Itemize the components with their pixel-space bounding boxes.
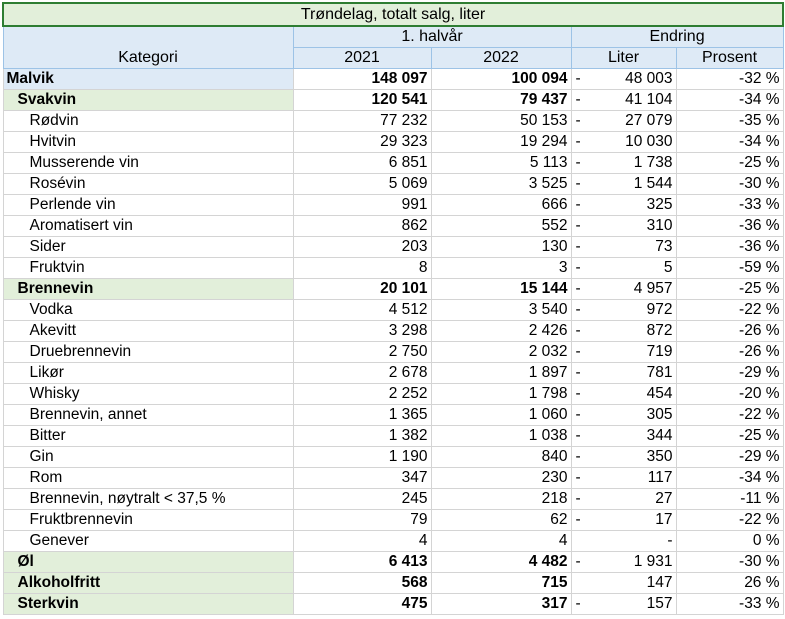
minus-sign: - (575, 595, 581, 612)
minus-sign: - (575, 322, 581, 339)
minus-sign: - (575, 70, 581, 87)
cell-kategori[interactable]: Likør (3, 363, 293, 384)
cell-liter[interactable] (571, 468, 676, 489)
cell-2022[interactable]: 15 144 (431, 279, 571, 300)
liter-value: 147 (646, 574, 673, 591)
cell-prosent[interactable]: -30 % (676, 552, 783, 573)
cell-prosent[interactable]: 0 % (676, 531, 783, 552)
cell-prosent[interactable]: -11 % (676, 489, 783, 510)
cell-liter[interactable] (571, 174, 676, 195)
cell-2021[interactable]: 1 382 (293, 426, 431, 447)
cell-2022[interactable]: 3 (431, 258, 571, 279)
table-row (3, 195, 783, 216)
cell-liter[interactable] (571, 552, 676, 573)
minus-sign: - (575, 238, 581, 255)
cell-kategori[interactable]: Fruktvin (3, 258, 293, 279)
cell-liter[interactable] (571, 111, 676, 132)
cell-liter[interactable] (571, 279, 676, 300)
liter-value: 454 (646, 385, 673, 402)
minus-sign: - (575, 364, 581, 381)
minus-sign: - (575, 343, 581, 360)
table-row (3, 132, 783, 153)
minus-sign: - (575, 427, 581, 444)
table-row (3, 300, 783, 321)
cell-2022[interactable]: 3 525 (431, 174, 571, 195)
cell-kategori[interactable]: Bitter (3, 426, 293, 447)
liter-value: 27 (655, 490, 673, 507)
table-row (3, 426, 783, 447)
cell-kategori[interactable]: Rødvin (3, 111, 293, 132)
cell-liter[interactable] (571, 300, 676, 321)
minus-sign: - (575, 154, 581, 171)
cell-2021[interactable]: 120 541 (293, 90, 431, 111)
cell-kategori[interactable]: Brennevin (3, 279, 293, 300)
liter-value: 781 (646, 364, 673, 381)
minus-sign: - (575, 406, 581, 423)
cell-2022[interactable]: 79 437 (431, 90, 571, 111)
cell-liter[interactable] (571, 153, 676, 174)
table-row (3, 510, 783, 531)
cell-liter[interactable] (571, 363, 676, 384)
cell-liter[interactable] (571, 216, 676, 237)
table-row (3, 279, 783, 300)
cell-2021[interactable]: 29 323 (293, 132, 431, 153)
title-row (3, 3, 783, 26)
table-row (3, 573, 783, 594)
cell-2022[interactable]: 2 032 (431, 342, 571, 363)
cell-prosent[interactable]: -26 % (676, 321, 783, 342)
cell-2021[interactable]: 475 (293, 594, 431, 615)
liter-value: 4 957 (633, 280, 673, 297)
liter-value: 73 (655, 238, 673, 255)
cell-kategori[interactable]: Rosévin (3, 174, 293, 195)
cell-2022[interactable]: 1 038 (431, 426, 571, 447)
table-row (3, 216, 783, 237)
table-row (3, 552, 783, 573)
cell-liter[interactable] (571, 90, 676, 111)
cell-kategori[interactable]: Musserende vin (3, 153, 293, 174)
cell-2022[interactable]: 715 (431, 573, 571, 594)
table-row (3, 405, 783, 426)
liter-value: - (667, 532, 673, 549)
liter-value: 972 (646, 301, 673, 318)
cell-2022[interactable]: 4 (431, 531, 571, 552)
cell-kategori[interactable]: Whisky (3, 384, 293, 405)
cell-2022[interactable]: 218 (431, 489, 571, 510)
cell-2022[interactable]: 840 (431, 447, 571, 468)
cell-2022[interactable]: 666 (431, 195, 571, 216)
cell-prosent[interactable]: -59 % (676, 258, 783, 279)
cell-2022[interactable]: 100 094 (431, 69, 571, 90)
liter-value: 27 079 (625, 112, 673, 129)
cell-2021[interactable]: 6 851 (293, 153, 431, 174)
liter-value: 157 (646, 595, 673, 612)
header-2021[interactable]: 2021 (293, 48, 431, 69)
cell-2021[interactable]: 568 (293, 573, 431, 594)
cell-2021[interactable]: 77 232 (293, 111, 431, 132)
cell-liter[interactable] (571, 132, 676, 153)
minus-sign: - (575, 196, 581, 213)
table-row (3, 237, 783, 258)
cell-liter[interactable] (571, 426, 676, 447)
liter-value: 17 (655, 511, 673, 528)
cell-prosent[interactable]: -25 % (676, 279, 783, 300)
minus-sign: - (575, 511, 581, 528)
cell-prosent[interactable]: -33 % (676, 195, 783, 216)
cell-prosent[interactable]: -35 % (676, 111, 783, 132)
header-kategori[interactable]: Kategori (3, 26, 293, 69)
table-row (3, 468, 783, 489)
table-row (3, 531, 783, 552)
table-row (3, 153, 783, 174)
cell-kategori[interactable]: Alkoholfritt (3, 573, 293, 594)
minus-sign: - (575, 301, 581, 318)
cell-prosent[interactable]: -36 % (676, 237, 783, 258)
cell-kategori[interactable]: Brennevin, annet (3, 405, 293, 426)
cell-liter[interactable] (571, 573, 676, 594)
cell-kategori[interactable]: Hvitvin (3, 132, 293, 153)
cell-prosent[interactable]: -29 % (676, 447, 783, 468)
liter-value: 117 (647, 469, 673, 486)
table-row (3, 447, 783, 468)
cell-kategori[interactable]: Brennevin, nøytralt < 37,5 % (3, 489, 293, 510)
liter-value: 310 (646, 217, 673, 234)
cell-2021[interactable]: 79 (293, 510, 431, 531)
cell-2022[interactable]: 50 153 (431, 111, 571, 132)
cell-liter[interactable] (571, 489, 676, 510)
cell-2021[interactable]: 862 (293, 216, 431, 237)
cell-kategori[interactable]: Malvik (3, 69, 293, 90)
cell-prosent[interactable]: -36 % (676, 216, 783, 237)
cell-prosent[interactable]: -25 % (676, 426, 783, 447)
cell-prosent[interactable]: -34 % (676, 132, 783, 153)
minus-sign: - (575, 469, 581, 486)
table-row (3, 594, 783, 615)
cell-kategori[interactable]: Rom (3, 468, 293, 489)
liter-value: 1 544 (633, 175, 673, 192)
cell-liter[interactable] (571, 384, 676, 405)
cell-2021[interactable]: 8 (293, 258, 431, 279)
cell-liter[interactable] (571, 321, 676, 342)
cell-liter[interactable] (571, 342, 676, 363)
cell-kategori[interactable]: Svakvin (3, 90, 293, 111)
table-row (3, 489, 783, 510)
table-row (3, 363, 783, 384)
cell-kategori[interactable]: Gin (3, 447, 293, 468)
table-row (3, 258, 783, 279)
cell-2021[interactable]: 347 (293, 468, 431, 489)
cell-2021[interactable]: 3 298 (293, 321, 431, 342)
minus-sign: - (575, 91, 581, 108)
cell-kategori[interactable]: Perlende vin (3, 195, 293, 216)
cell-2022[interactable]: 552 (431, 216, 571, 237)
cell-prosent[interactable]: -22 % (676, 510, 783, 531)
cell-liter[interactable] (571, 447, 676, 468)
liter-value: 10 030 (625, 133, 673, 150)
cell-prosent[interactable]: -25 % (676, 153, 783, 174)
minus-sign: - (575, 280, 581, 297)
cell-2021[interactable]: 245 (293, 489, 431, 510)
cell-2022[interactable]: 5 113 (431, 153, 571, 174)
cell-liter[interactable] (571, 594, 676, 615)
cell-kategori[interactable]: Vodka (3, 300, 293, 321)
cell-2022[interactable]: 1 897 (431, 363, 571, 384)
table-title[interactable]: Trøndelag, totalt salg, liter (3, 3, 783, 26)
header-row-1 (3, 26, 783, 48)
table-row (3, 111, 783, 132)
cell-2022[interactable]: 1 060 (431, 405, 571, 426)
cell-liter[interactable] (571, 195, 676, 216)
cell-2021[interactable]: 2 750 (293, 342, 431, 363)
cell-2021[interactable]: 203 (293, 237, 431, 258)
cell-2021[interactable]: 4 512 (293, 300, 431, 321)
table-row (3, 174, 783, 195)
cell-2022[interactable]: 3 540 (431, 300, 571, 321)
cell-2021[interactable]: 1 190 (293, 447, 431, 468)
liter-value: 344 (646, 427, 673, 444)
cell-2021[interactable]: 991 (293, 195, 431, 216)
cell-2021[interactable]: 148 097 (293, 69, 431, 90)
cell-liter[interactable] (571, 237, 676, 258)
cell-2021[interactable]: 6 413 (293, 552, 431, 573)
table-row (3, 321, 783, 342)
liter-value: 1 738 (633, 154, 673, 171)
header-2022[interactable]: 2022 (431, 48, 571, 69)
minus-sign: - (575, 385, 581, 402)
cell-2022[interactable]: 317 (431, 594, 571, 615)
cell-prosent[interactable]: -34 % (676, 468, 783, 489)
minus-sign: - (575, 133, 581, 150)
cell-2021[interactable]: 4 (293, 531, 431, 552)
cell-liter[interactable] (571, 405, 676, 426)
cell-2022[interactable]: 230 (431, 468, 571, 489)
table-row (3, 342, 783, 363)
header-liter[interactable]: Liter (571, 48, 676, 69)
header-prosent[interactable]: Prosent (676, 48, 783, 69)
cell-2022[interactable]: 62 (431, 510, 571, 531)
cell-kategori[interactable]: Druebrennevin (3, 342, 293, 363)
liter-value: 1 931 (633, 553, 673, 570)
cell-2021[interactable]: 2 252 (293, 384, 431, 405)
cell-prosent[interactable]: -32 % (676, 69, 783, 90)
cell-2021[interactable]: 20 101 (293, 279, 431, 300)
cell-prosent[interactable]: -20 % (676, 384, 783, 405)
cell-prosent[interactable]: -30 % (676, 174, 783, 195)
cell-kategori[interactable]: Aromatisert vin (3, 216, 293, 237)
liter-value: 350 (646, 448, 673, 465)
minus-sign: - (575, 175, 581, 192)
minus-sign: - (575, 553, 581, 570)
cell-prosent[interactable]: -22 % (676, 300, 783, 321)
cell-2021[interactable]: 1 365 (293, 405, 431, 426)
cell-kategori[interactable]: Genever (3, 531, 293, 552)
cell-prosent[interactable]: -33 % (676, 594, 783, 615)
cell-liter[interactable] (571, 258, 676, 279)
liter-value: 719 (646, 343, 673, 360)
minus-sign: - (575, 490, 581, 507)
liter-value: 5 (663, 259, 673, 276)
minus-sign: - (575, 448, 581, 465)
cell-prosent[interactable]: -26 % (676, 342, 783, 363)
cell-2022[interactable]: 2 426 (431, 321, 571, 342)
liter-value: 305 (646, 406, 673, 423)
header-halvar[interactable]: 1. halvår (293, 26, 571, 48)
liter-value: 41 104 (625, 91, 673, 108)
cell-kategori[interactable]: Øl (3, 552, 293, 573)
cell-2022[interactable]: 130 (431, 237, 571, 258)
cell-prosent[interactable]: -22 % (676, 405, 783, 426)
minus-sign: - (575, 112, 581, 129)
liter-value: 48 003 (625, 70, 673, 87)
liter-value: 872 (646, 322, 673, 339)
cell-kategori[interactable]: Fruktbrennevin (3, 510, 293, 531)
cell-prosent[interactable]: 26 % (676, 573, 783, 594)
header-endring[interactable]: Endring (571, 26, 783, 48)
cell-liter[interactable] (571, 69, 676, 90)
minus-sign: - (575, 217, 581, 234)
table-row (3, 90, 783, 111)
cell-2022[interactable]: 4 482 (431, 552, 571, 573)
cell-prosent[interactable]: -34 % (676, 90, 783, 111)
table-row (3, 69, 783, 90)
cell-2021[interactable]: 2 678 (293, 363, 431, 384)
sales-table (2, 2, 784, 615)
cell-2022[interactable]: 19 294 (431, 132, 571, 153)
cell-2021[interactable]: 5 069 (293, 174, 431, 195)
cell-liter[interactable] (571, 531, 676, 552)
cell-kategori[interactable]: Sider (3, 237, 293, 258)
cell-liter[interactable] (571, 510, 676, 531)
cell-kategori[interactable]: Akevitt (3, 321, 293, 342)
minus-sign: - (575, 259, 581, 276)
cell-2022[interactable]: 1 798 (431, 384, 571, 405)
cell-prosent[interactable]: -29 % (676, 363, 783, 384)
liter-value: 325 (646, 196, 673, 213)
table-row (3, 384, 783, 405)
cell-kategori[interactable]: Sterkvin (3, 594, 293, 615)
